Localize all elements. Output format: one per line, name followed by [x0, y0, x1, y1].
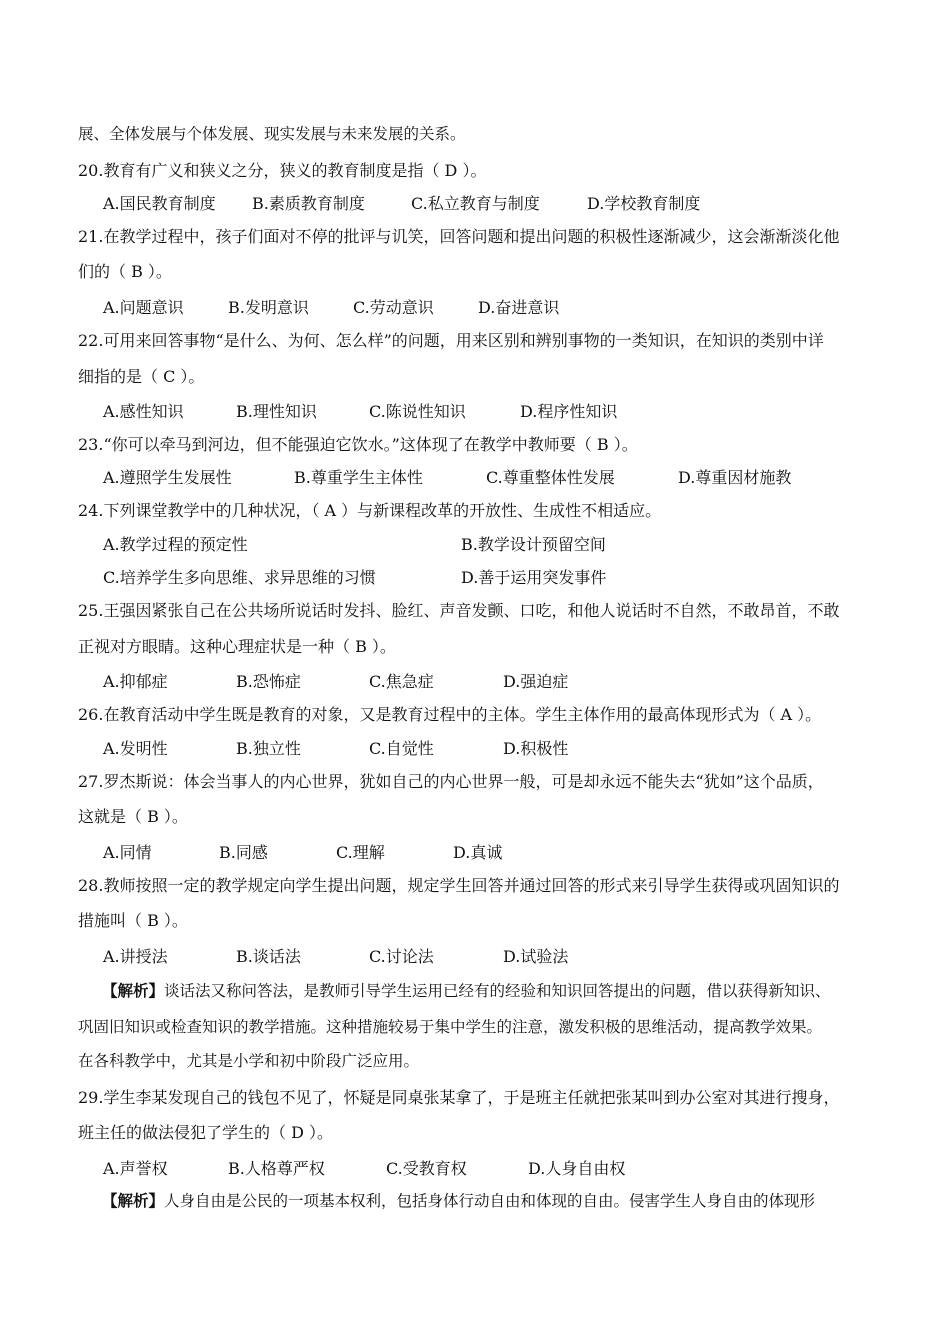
q22-option-a: A.感性知识 [103, 402, 184, 421]
q26-option-b: B.独立性 [236, 739, 301, 758]
question-26-text: 26.在教育活动中学生既是教育的对象，又是教育过程中的主体。学生主体作用的最高体现形式为（ A ）。 [78, 705, 822, 724]
analysis-tag: 【解析】 [102, 1192, 165, 1210]
question-20-text: 20.教育有广义和狭义之分，狭义的教育制度是指（ D ）。 [78, 161, 487, 180]
q21-option-d: D.奋进意识 [478, 298, 560, 317]
q28-option-c: C.讨论法 [369, 947, 434, 966]
q21-option-a: A.问题意识 [103, 298, 184, 317]
question-24-text: 24.下列课堂教学中的几种状况，（ A ）与新课程改革的开放性、生成性不相适应。 [78, 501, 662, 520]
q24-option-b: B.教学设计预留空间 [461, 535, 606, 554]
q21-option-b: B.发明意识 [228, 298, 309, 317]
analysis-28-line-3: 在各科教学中，尤其是小学和初中阶段广泛应用。 [78, 1052, 420, 1070]
q20-option-d: D.学校教育制度 [587, 194, 701, 213]
question-27-text: 27.罗杰斯说：体会当事人的内心世界，犹如自己的内心世界一般，可是却永远不能失去“犹如”这个品质， [78, 772, 824, 791]
q22-option-b: B.理性知识 [236, 402, 317, 421]
question-25-text: 25.王强因紧张自己在公共场所说话时发抖、脸红、声音发颤、口吃，和他人说话时不自然，不敢昂首，不敢 [78, 601, 840, 620]
q25-option-d: D.强迫症 [503, 672, 569, 691]
q26-option-c: C.自觉性 [369, 739, 434, 758]
q25-option-c: C.焦急症 [369, 672, 434, 691]
question-22-text: 22.可用来回答事物“是什么、为何、怎么样”的问题，用来区别和辨别事物的一类知识，在知识的类别中详 [78, 331, 824, 350]
q28-option-a: A.讲授法 [103, 947, 168, 966]
q27-option-c: C.理解 [336, 843, 385, 862]
q20-option-c: C.私立教育与制度 [411, 194, 540, 213]
q28-option-d: D.试验法 [503, 947, 569, 966]
question-21-text-cont: 们的（ B ）。 [78, 262, 172, 281]
question-29-text: 29.学生李某发现自己的钱包不见了，怀疑是同桌张某拿了，于是班主任就把张某叫到办公室对其进行搜身， [78, 1088, 840, 1107]
q29-option-a: A.声誉权 [103, 1159, 168, 1178]
q26-option-d: D.积极性 [503, 739, 569, 758]
q25-option-a: A.抑郁症 [103, 672, 168, 691]
q25-option-b: B.恐怖症 [236, 672, 301, 691]
q23-option-b: B.尊重学生主体性 [294, 468, 423, 487]
q23-option-a: A.遵照学生发展性 [103, 468, 232, 487]
question-25-text-cont: 正视对方眼睛。这种心理症状是一种（ B ）。 [78, 637, 396, 656]
q23-option-c: C.尊重整体性发展 [486, 468, 615, 487]
question-22-text-cont: 细指的是（ C ）。 [78, 367, 205, 386]
q20-option-b: B.素质教育制度 [252, 194, 365, 213]
q23-option-d: D.尊重因材施教 [678, 468, 792, 487]
analysis-29-line-1: 【解析】人身自由是公民的一项基本权利，包括身体行动自由和体现的自由。侵害学生人身自由的体现形 [102, 1192, 816, 1210]
q27-option-b: B.同感 [219, 843, 268, 862]
q24-option-a: A.教学过程的预定性 [103, 535, 248, 554]
q29-option-d: D.人身自由权 [528, 1159, 626, 1178]
q24-option-d: D.善于运用突发事件 [461, 568, 607, 587]
intro-line: 展、全体发展与个体发展、现实发展与未来发展的关系。 [78, 125, 466, 143]
question-27-text-cont: 这就是（ B ）。 [78, 807, 188, 826]
q28-option-b: B.谈话法 [236, 947, 301, 966]
question-28-text: 28.教师按照一定的教学规定向学生提出问题，规定学生回答并通过回答的形式来引导学生获得或巩固知识的 [78, 876, 840, 895]
q22-option-c: C.陈说性知识 [369, 402, 466, 421]
q24-option-c: C.培养学生多向思维、求异思维的习惯 [103, 568, 376, 587]
q26-option-a: A.发明性 [103, 739, 168, 758]
q27-option-a: A.同情 [103, 843, 152, 862]
q20-option-a: A.国民教育制度 [103, 194, 216, 213]
q29-option-b: B.人格尊严权 [228, 1159, 325, 1178]
analysis-28-line-1: 【解析】谈话法又称问答法，是教师引导学生运用已经有的经验和知识回答提出的问题，借以获得新知识、 [102, 982, 831, 1000]
q21-option-c: C.劳动意识 [353, 298, 434, 317]
analysis-28-line-2: 巩固旧知识或检查知识的教学措施。这种措施较易于集中学生的注意，激发积极的思维活动，提高教学效果。 [78, 1018, 823, 1036]
q27-option-d: D.真诚 [453, 843, 503, 862]
question-29-text-cont: 班主任的做法侵犯了学生的（ D ）。 [78, 1123, 334, 1142]
question-21-text: 21.在教学过程中，孩子们面对不停的批评与讥笑，回答问题和提出问题的积极性逐渐减少，这会渐渐淡化他 [78, 227, 840, 246]
question-23-text: 23.“你可以牵马到河边，但不能强迫它饮水。”这体现了在教学中教师要（ B ）。 [78, 435, 638, 454]
q22-option-d: D.程序性知识 [520, 402, 618, 421]
q29-option-c: C.受教育权 [386, 1159, 467, 1178]
question-28-text-cont: 措施叫（ B ）。 [78, 911, 188, 930]
analysis-tag: 【解析】 [102, 982, 165, 1000]
